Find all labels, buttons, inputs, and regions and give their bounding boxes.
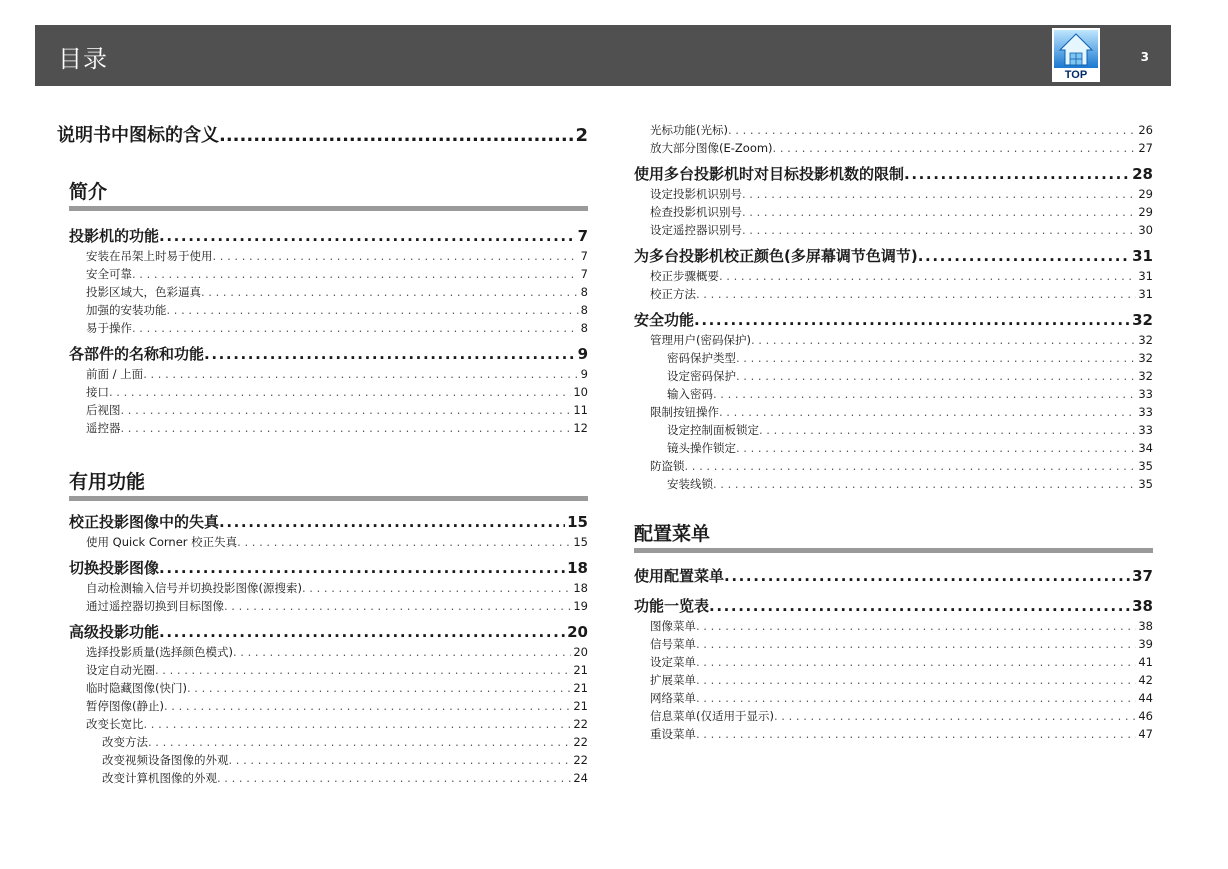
toc-leader [204, 343, 576, 365]
toc-entry[interactable] [86, 697, 588, 715]
toc-leader [164, 697, 571, 715]
toc-leader [696, 285, 1136, 303]
toc-entry[interactable] [650, 635, 1153, 653]
toc-page: 21 [573, 699, 588, 713]
toc-page: 33 [1138, 405, 1153, 419]
toc-entry[interactable] [650, 285, 1153, 303]
toc-title: 投影区域大，色彩逼真 [86, 285, 201, 299]
toc-leader [719, 403, 1136, 421]
toc-page: 32 [1132, 311, 1153, 329]
toc-title: 临时隐藏图像(快门) [86, 681, 187, 695]
toc-entry-advanced-projection[interactable] [69, 621, 588, 643]
toc-title: 扩展菜单 [650, 673, 696, 687]
toc-entry[interactable] [86, 301, 588, 319]
section-header-config-menu: 配置菜单 [634, 519, 1153, 553]
toc-entry[interactable] [650, 671, 1153, 689]
toc-title: 重设菜单 [650, 727, 696, 741]
toc-leader [685, 457, 1137, 475]
toc-entry[interactable] [650, 203, 1153, 221]
toc-leader [148, 733, 571, 751]
toc-page: 24 [573, 771, 588, 785]
toc-leader [751, 331, 1136, 349]
toc-title: 网络菜单 [650, 691, 696, 705]
toc-title: 高级投影功能 [69, 623, 160, 641]
toc-page: 20 [567, 623, 588, 641]
toc-leader [713, 475, 1136, 493]
toc-title: 校正方法 [650, 287, 696, 301]
toc-leader [159, 557, 565, 579]
toc-entry[interactable] [650, 707, 1153, 725]
toc-page: 29 [1138, 187, 1153, 201]
toc-title: 易于操作 [86, 321, 132, 335]
toc-entry[interactable] [86, 265, 588, 283]
toc-page: 35 [1138, 459, 1153, 473]
page-number: 3 [1140, 50, 1149, 64]
toc-leader [696, 725, 1136, 743]
toc-page: 9 [580, 367, 588, 381]
toc-page: 31 [1138, 287, 1153, 301]
toc-page: 21 [573, 663, 588, 677]
toc-page: 44 [1138, 691, 1153, 705]
toc-leader [773, 139, 1137, 157]
toc-entry-projector-id-limit[interactable] [634, 163, 1153, 185]
toc-page: 38 [1132, 597, 1153, 615]
toc-leader [719, 267, 1136, 285]
top-button[interactable] [1052, 28, 1100, 82]
toc-leader [187, 679, 571, 697]
toc-title: 投影机的功能 [69, 227, 160, 245]
toc-title: 校正投影图像中的失真 [69, 513, 220, 531]
toc-title: 切换投影图像 [69, 559, 160, 577]
toc-page: 34 [1138, 441, 1153, 455]
toc-title: 改变视频设备图像的外观 [102, 753, 229, 767]
toc-title: 遥控器 [86, 421, 121, 435]
toc-entry-security[interactable] [634, 309, 1153, 331]
toc-page: 37 [1132, 567, 1153, 585]
toc-title: 检查投影机识别号 [650, 205, 742, 219]
toc-leader [167, 301, 579, 319]
toc-leader [233, 643, 571, 661]
toc-subentry[interactable] [102, 733, 588, 751]
toc-title: 说明书中图标的含义 [57, 125, 219, 146]
toc-entry[interactable] [650, 617, 1153, 635]
toc-leader [724, 565, 1130, 587]
toc-entry[interactable] [650, 725, 1153, 743]
toc-title: 各部件的名称和功能 [69, 345, 205, 363]
section-header-useful-functions: 有用功能 [69, 467, 588, 501]
toc-title: 前面 / 上面 [86, 367, 144, 381]
toc-leader [132, 265, 579, 283]
toc-leader [237, 533, 571, 551]
toc-page: 28 [1132, 165, 1153, 183]
toc-title: 后视图 [86, 403, 121, 417]
toc-page: 32 [1138, 351, 1153, 365]
toc-entry[interactable] [650, 139, 1153, 157]
toc-subentry[interactable] [102, 769, 588, 787]
toc-entry[interactable] [86, 643, 588, 661]
toc-entry[interactable] [650, 331, 1153, 349]
toc-leader [229, 751, 572, 769]
toc-title: 设定投影机识别号 [650, 187, 742, 201]
section-header-intro: 简介 [69, 177, 588, 211]
toc-entry[interactable] [86, 579, 588, 597]
toc-page: 10 [573, 385, 588, 399]
toc-leader [224, 597, 571, 615]
toc-leader [918, 245, 1130, 267]
toc-leader [694, 309, 1130, 331]
toc-leader [742, 185, 1136, 203]
toc-entry[interactable] [86, 597, 588, 615]
toc-entry-switch-image[interactable] [69, 557, 588, 579]
page-title: 目录 [58, 45, 108, 73]
toc-entry-multi-screen-color[interactable] [634, 245, 1153, 267]
toc-subentry[interactable] [667, 367, 1153, 385]
toc-page: 8 [580, 303, 588, 317]
toc-page: 31 [1132, 247, 1153, 265]
toc-leader [709, 595, 1130, 617]
toc-title: 设定自动光圈 [86, 663, 155, 677]
toc-title: 使用 Quick Corner 校正失真 [86, 535, 238, 549]
toc-title: 防盗锁 [650, 459, 685, 473]
toc-entry[interactable] [650, 457, 1153, 475]
toc-right-column [634, 119, 1153, 743]
toc-page: 42 [1138, 673, 1153, 687]
toc-page: 32 [1138, 369, 1153, 383]
toc-page: 46 [1138, 709, 1153, 723]
toc-title: 改变计算机图像的外观 [102, 771, 217, 785]
top-label: TOP [1052, 69, 1100, 82]
toc-leader [219, 511, 565, 533]
toc-title: 加强的安装功能 [86, 303, 167, 317]
toc-leader [121, 401, 572, 419]
toc-title: 使用配置菜单 [634, 567, 725, 585]
toc-subentry[interactable] [667, 421, 1153, 439]
toc-page: 41 [1138, 655, 1153, 669]
toc-page: 22 [573, 735, 588, 749]
toc-leader [219, 119, 573, 153]
toc-title: 使用多台投影机时对目标投影机数的限制 [634, 165, 905, 183]
toc-page: 33 [1138, 387, 1153, 401]
toc-page: 8 [580, 321, 588, 335]
toc-title: 安装线锁 [667, 477, 713, 491]
toc-page: 33 [1138, 423, 1153, 437]
toc-entry[interactable] [86, 319, 588, 337]
toc-title: 信号菜单 [650, 637, 696, 651]
toc-title: 设定菜单 [650, 655, 696, 669]
toc-leader [759, 421, 1136, 439]
toc-page: 7 [580, 249, 588, 263]
toc-page: 38 [1138, 619, 1153, 633]
toc-title: 密码保护类型 [667, 351, 736, 365]
toc-left-column [57, 119, 588, 787]
toc-leader [144, 715, 572, 733]
toc-entry-icons-meaning[interactable] [57, 119, 588, 153]
toc-entry-use-config-menu[interactable] [634, 565, 1153, 587]
toc-leader [143, 365, 578, 383]
toc-entry[interactable] [650, 185, 1153, 203]
toc-leader [696, 617, 1136, 635]
toc-leader [109, 383, 571, 401]
toc-title: 信息菜单(仅适用于显示) [650, 709, 774, 723]
toc-page: 15 [573, 535, 588, 549]
toc-leader [132, 319, 579, 337]
toc-entry[interactable] [86, 715, 588, 733]
toc-subentry[interactable] [102, 751, 588, 769]
toc-leader [155, 661, 571, 679]
toc-leader [121, 419, 572, 437]
toc-page: 18 [567, 559, 588, 577]
toc-leader [217, 769, 571, 787]
toc-title: 暂停图像(静止) [86, 699, 164, 713]
toc-leader [904, 163, 1130, 185]
toc-title: 放大部分图像(E-Zoom) [650, 141, 773, 155]
toc-leader [159, 225, 576, 247]
toc-entry[interactable] [650, 221, 1153, 239]
toc-subentry[interactable] [667, 475, 1153, 493]
toc-leader [742, 221, 1136, 239]
toc-page: 22 [573, 717, 588, 731]
toc-title: 安全功能 [634, 311, 695, 329]
toc-entry[interactable] [86, 679, 588, 697]
toc-title: 设定密码保护 [667, 369, 736, 383]
toc-entry-part-names[interactable] [69, 343, 588, 365]
toc-entry-distortion[interactable] [69, 511, 588, 533]
toc-page: 29 [1138, 205, 1153, 219]
toc-page: 47 [1138, 727, 1153, 741]
toc-page: 26 [1138, 123, 1153, 137]
toc-leader [302, 579, 571, 597]
toc-page: 30 [1138, 223, 1153, 237]
toc-entry[interactable] [650, 689, 1153, 707]
toc-leader [774, 707, 1136, 725]
toc-page: 12 [573, 421, 588, 435]
toc-entry[interactable] [86, 419, 588, 437]
toc-title: 通过遥控器切换到目标图像 [86, 599, 224, 613]
toc-title: 图像菜单 [650, 619, 696, 633]
toc-title: 校正步骤概要 [650, 269, 719, 283]
toc-page: 7 [577, 227, 588, 245]
toc-entry[interactable] [86, 661, 588, 679]
toc-title: 选择投影质量(选择颜色模式) [86, 645, 233, 659]
toc-page: 31 [1138, 269, 1153, 283]
toc-entry[interactable] [86, 247, 588, 265]
toc-title: 镜头操作锁定 [667, 441, 736, 455]
toc-leader [213, 247, 579, 265]
toc-page: 22 [573, 753, 588, 767]
toc-entry[interactable] [650, 267, 1153, 285]
toc-page: 15 [567, 513, 588, 531]
toc-entry-function-list[interactable] [634, 595, 1153, 617]
toc-leader [201, 283, 579, 301]
toc-entry[interactable] [650, 121, 1153, 139]
toc-page: 11 [573, 403, 588, 417]
toc-leader [736, 367, 1136, 385]
toc-title: 功能一览表 [634, 597, 710, 615]
toc-entry[interactable] [86, 383, 588, 401]
toc-entry[interactable] [86, 283, 588, 301]
toc-title: 改变方法 [102, 735, 148, 749]
toc-title: 光标功能(光标) [650, 123, 728, 137]
toc-title: 限制按钮操作 [650, 405, 719, 419]
toc-title: 安全可靠 [86, 267, 132, 281]
toc-title: 安装在吊架上时易于使用 [86, 249, 213, 263]
toc-leader [742, 203, 1136, 221]
toc-page: 20 [573, 645, 588, 659]
toc-page: 21 [573, 681, 588, 695]
toc-subentry[interactable] [667, 439, 1153, 457]
toc-title: 设定控制面板锁定 [667, 423, 759, 437]
toc-leader [736, 349, 1136, 367]
toc-page: 7 [580, 267, 588, 281]
toc-entry[interactable] [650, 403, 1153, 421]
toc-entry[interactable] [86, 533, 588, 551]
toc-leader [159, 621, 565, 643]
toc-title: 设定遥控器识别号 [650, 223, 742, 237]
toc-leader [728, 121, 1136, 139]
toc-leader [696, 635, 1136, 653]
toc-page: 39 [1138, 637, 1153, 651]
toc-leader [713, 385, 1136, 403]
toc-subentry[interactable] [667, 385, 1153, 403]
toc-title: 输入密码 [667, 387, 713, 401]
toc-page: 27 [1138, 141, 1153, 155]
toc-leader [736, 439, 1136, 457]
toc-page: 35 [1138, 477, 1153, 491]
toc-title: 管理用户(密码保护) [650, 333, 751, 347]
toc-title: 接口 [86, 385, 109, 399]
toc-leader [696, 671, 1136, 689]
toc-page: 9 [577, 345, 588, 363]
toc-page: 2 [575, 125, 588, 146]
toc-entry-projector-features[interactable] [69, 225, 588, 247]
toc-entry[interactable] [650, 653, 1153, 671]
toc-page: 32 [1138, 333, 1153, 347]
toc-page: 18 [573, 581, 588, 595]
toc-subentry[interactable] [667, 349, 1153, 367]
toc-leader [696, 689, 1136, 707]
toc-page: 8 [580, 285, 588, 299]
toc-title: 改变长宽比 [86, 717, 144, 731]
toc-leader [696, 653, 1136, 671]
header-bar [35, 25, 1171, 86]
toc-title: 自动检测输入信号并切换投影图像(源搜索) [86, 581, 302, 595]
toc-page: 19 [573, 599, 588, 613]
toc-entry[interactable] [86, 401, 588, 419]
toc-title: 为多台投影机校正颜色(多屏幕调节色调节) [634, 247, 918, 265]
toc-entry[interactable] [86, 365, 588, 383]
